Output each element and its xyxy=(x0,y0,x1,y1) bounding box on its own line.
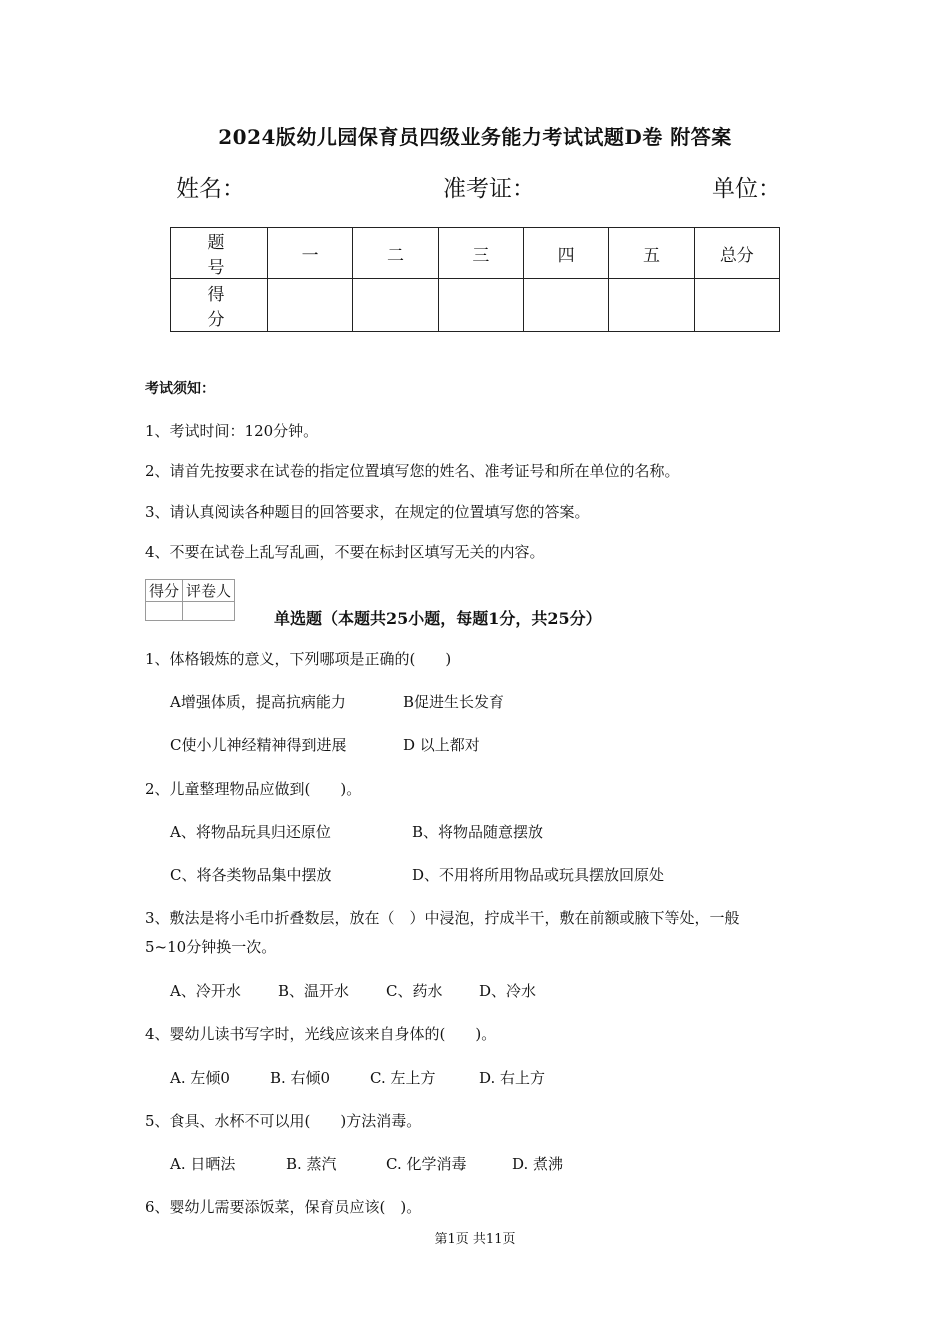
notice-item: 1、考试时间：120分钟。 xyxy=(145,422,319,440)
option-c: C、药水 xyxy=(386,982,443,1000)
score-cell xyxy=(438,279,523,332)
score-table-header: 二 xyxy=(353,228,438,279)
question-stem-cont: 5~10分钟换一次。 xyxy=(145,938,277,956)
option-b: B、温开水 xyxy=(278,982,350,1000)
grader-box xyxy=(145,579,235,621)
option-a: A增强体质，提高抗病能力 xyxy=(170,693,346,711)
option-b: B. 蒸汽 xyxy=(286,1155,337,1173)
score-cell xyxy=(694,279,779,332)
option-a: A、冷开水 xyxy=(170,982,241,1000)
question-stem: 5、食具、水杯不可以用( )方法消毒。 xyxy=(145,1112,422,1130)
score-cell xyxy=(353,279,438,332)
option-c: C. 左上方 xyxy=(370,1069,436,1087)
grader-name-cell xyxy=(183,602,235,621)
notice-item: 3、请认真阅读各种题目的回答要求，在规定的位置填写您的答案。 xyxy=(145,503,590,521)
name-label: 姓名： xyxy=(176,176,245,202)
score-table-score-row xyxy=(171,279,780,332)
score-table-header-row xyxy=(171,228,780,279)
score-table-header: 题 号 xyxy=(171,228,268,279)
option-d: D. 煮沸 xyxy=(512,1155,564,1173)
grader-label: 评卷人 xyxy=(183,580,235,602)
option-d: D、不用将所用物品或玩具摆放回原处 xyxy=(412,866,665,884)
question-stem: 3、敷法是将小毛巾折叠数层，放在（ ）中浸泡，拧成半干，敷在前额或腋下等处，一般 xyxy=(145,909,740,927)
notice-title: 考试须知： xyxy=(145,381,215,397)
score-table-header: 三 xyxy=(438,228,523,279)
option-c: C、将各类物品集中摆放 xyxy=(170,866,332,884)
option-b: B、将物品随意摆放 xyxy=(412,823,544,841)
score-cell xyxy=(609,279,694,332)
exam-id-label: 准考证： xyxy=(443,176,535,202)
page-title: 2024版幼儿园保育员四级业务能力考试试题D卷 附答案 xyxy=(218,125,732,149)
option-a: A、将物品玩具归还原位 xyxy=(170,823,331,841)
option-c: C. 化学消毒 xyxy=(386,1155,467,1173)
score-table-header: 五 xyxy=(609,228,694,279)
unit-label: 单位： xyxy=(712,176,781,202)
page-footer: 第1页 共11页 xyxy=(434,1232,516,1247)
score-cell xyxy=(523,279,608,332)
option-d: D 以上都对 xyxy=(403,736,480,754)
section-title: 单选题（本题共25小题，每题1分，共25分） xyxy=(274,609,602,628)
score-cell xyxy=(268,279,353,332)
option-b: B. 右倾0 xyxy=(270,1069,331,1087)
notice-item: 4、不要在试卷上乱写乱画，不要在标封区填写无关的内容。 xyxy=(145,543,545,561)
grader-score-label: 得分 xyxy=(146,580,183,602)
score-table-header: 一 xyxy=(268,228,353,279)
option-b: B促进生长发育 xyxy=(403,693,505,711)
score-table xyxy=(170,227,780,332)
question-stem: 1、体格锻炼的意义，下列哪项是正确的( ) xyxy=(145,650,452,668)
question-stem: 6、婴幼儿需要添饭菜，保育员应该( )。 xyxy=(145,1198,422,1216)
option-a: A. 日晒法 xyxy=(170,1155,236,1173)
question-stem: 4、婴幼儿读书写字时，光线应该来自身体的( )。 xyxy=(145,1025,497,1043)
option-a: A. 左倾0 xyxy=(170,1069,230,1087)
score-table-header: 四 xyxy=(523,228,608,279)
option-d: D. 右上方 xyxy=(479,1069,546,1087)
question-stem: 2、儿童整理物品应做到( )。 xyxy=(145,780,362,798)
grader-score-cell xyxy=(146,602,183,621)
notice-item: 2、请首先按要求在试卷的指定位置填写您的姓名、准考证号和所在单位的名称。 xyxy=(145,462,680,480)
score-table-header: 总分 xyxy=(694,228,779,279)
option-c: C使小儿神经精神得到进展 xyxy=(170,736,347,754)
score-row-label: 得 分 xyxy=(171,279,268,332)
option-d: D、冷水 xyxy=(479,982,537,1000)
